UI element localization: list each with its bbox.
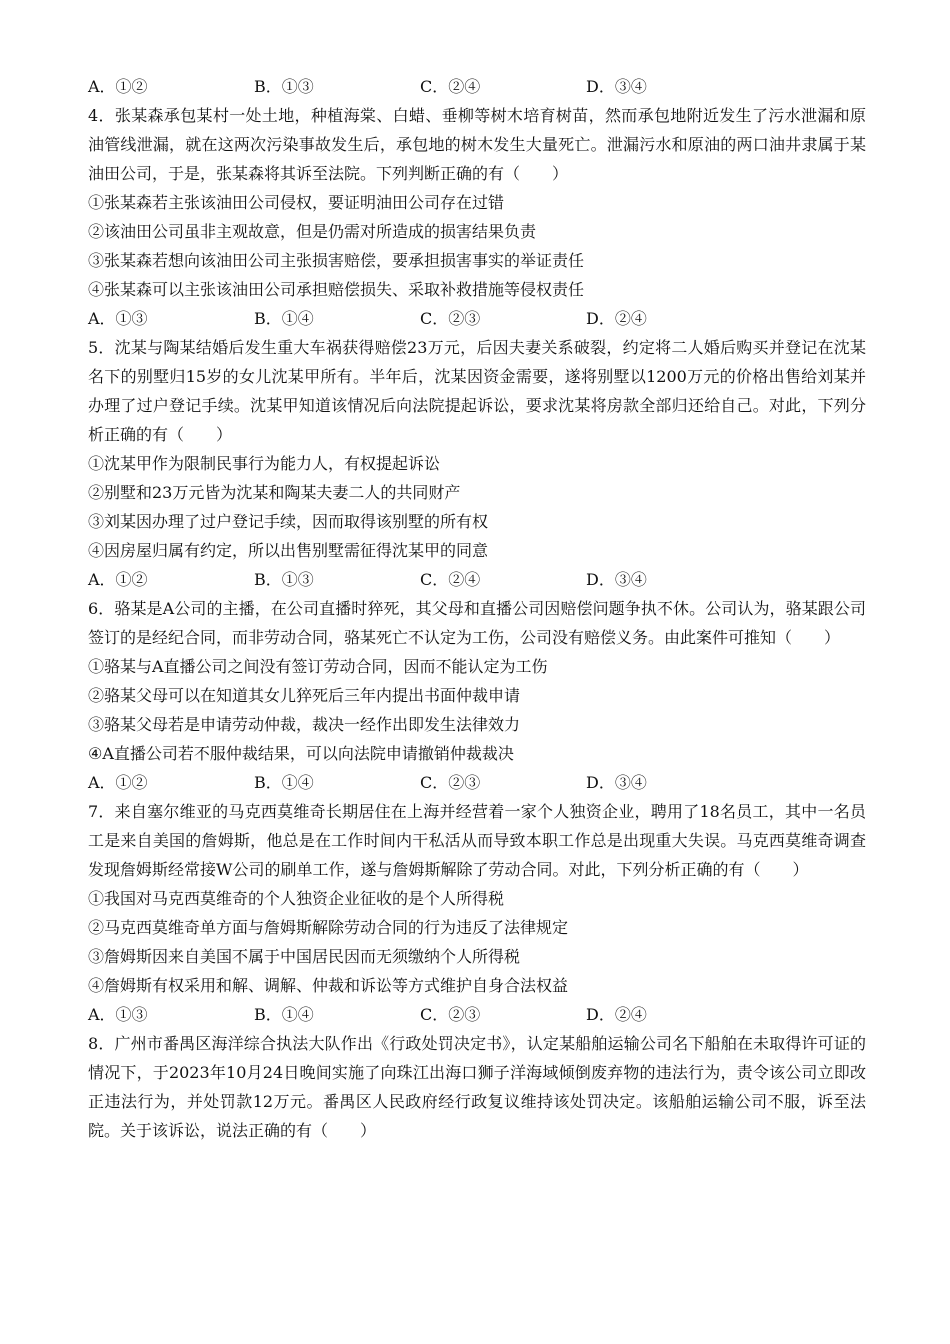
q3-options bbox=[88, 72, 866, 101]
q7-item-3: ③詹姆斯因来自美国不属于中国居民因而无须缴纳个人所得税 bbox=[88, 947, 521, 966]
q5-options bbox=[88, 565, 866, 594]
question-7 bbox=[88, 797, 866, 1029]
q6-item-1: ①骆某与A直播公司之间没有签订劳动合同，因而不能认定为工伤 bbox=[88, 657, 548, 676]
q8-stem: 8．广州市番禺区海洋综合执法大队作出《行政处罚决定书》，认定某船舶运输公司名下船舶在未取得许可证的情况下，于2023年10月24日晚间实施了向珠江出海口狮子洋海域倾倒废弃物的违法行为，责令该公司立即改正违法行为，并处罚款12万元。番禺区人民政府经行政复议维持该处罚决定。该船舶运输公司不服，诉至法院。关于该诉讼，说法正确的有（ ） bbox=[88, 1034, 866, 1140]
question-4 bbox=[88, 101, 866, 333]
q7-item-1: ①我国对马克西莫维奇的个人独资企业征收的是个人所得税 bbox=[88, 889, 505, 908]
q7-option-a[interactable]: A．①③ bbox=[88, 1005, 148, 1024]
q6-item-2: ②骆某父母可以在知道其女儿猝死后三年内提出书面仲裁申请 bbox=[88, 686, 521, 705]
q3-option-b[interactable]: B．①③ bbox=[254, 77, 314, 96]
q3-option-c[interactable]: C．②④ bbox=[420, 77, 481, 96]
q5-option-c[interactable]: C．②④ bbox=[420, 570, 481, 589]
q5-item-4: ④因房屋归属有约定，所以出售别墅需征得沈某甲的同意 bbox=[88, 541, 489, 560]
q4-item-3: ③张某森若想向该油田公司主张损害赔偿，要承担损害事实的举证责任 bbox=[88, 251, 585, 270]
q7-option-b[interactable]: B．①④ bbox=[254, 1005, 314, 1024]
q5-item-2: ②别墅和23万元皆为沈某和陶某夫妻二人的共同财产 bbox=[88, 483, 461, 502]
q4-item-1: ①张某森若主张该油田公司侵权，要证明油田公司存在过错 bbox=[88, 193, 505, 212]
q7-item-4: ④詹姆斯有权采用和解、调解、仲裁和诉讼等方式维护自身合法权益 bbox=[88, 976, 569, 995]
q4-item-4: ④张某森可以主张该油田公司承担赔偿损失、采取补救措施等侵权责任 bbox=[88, 280, 585, 299]
q5-item-3: ③刘某因办理了过户登记手续，因而取得该别墅的所有权 bbox=[88, 512, 489, 531]
q5-option-b[interactable]: B．①③ bbox=[254, 570, 314, 589]
q6-item-4: ④A直播公司若不服仲裁结果，可以向法院申请撤销仲裁裁决 bbox=[88, 744, 514, 763]
q3-option-a[interactable]: A．①② bbox=[88, 77, 148, 96]
q5-stem: 5．沈某与陶某结婚后发生重大车祸获得赔偿23万元，后因夫妻关系破裂，约定将二人婚后购买并登记在沈某名下的别墅归15岁的女儿沈某甲所有。半年后，沈某因资金需要，遂将别墅以1200万元的价格出售给刘某并办理了过户登记手续。沈某甲知道该情况后向法院提起诉讼，要求沈某将房款全部归还给自己。对此，下列分析正确的有（ ） bbox=[88, 338, 866, 444]
q6-option-b[interactable]: B．①④ bbox=[254, 773, 314, 792]
q7-options bbox=[88, 1000, 866, 1029]
q7-item-2: ②马克西莫维奇单方面与詹姆斯解除劳动合同的行为违反了法律规定 bbox=[88, 918, 569, 937]
q4-option-a[interactable]: A．①③ bbox=[88, 309, 148, 328]
q6-stem: 6．骆某是A公司的主播，在公司直播时猝死，其父母和直播公司因赔偿问题争执不休。公司认为，骆某跟公司签订的是经纪合同，而非劳动合同，骆某死亡不认定为工伤，公司没有赔偿义务。由此案件可推知（ ） bbox=[88, 599, 866, 647]
q4-stem: 4．张某森承包某村一处土地，种植海棠、白蜡、垂柳等树木培育树苗，然而承包地附近发生了污水泄漏和原油管线泄漏，就在这两次污染事故发生后，承包地的树木发生大量死亡。泄漏污水和原油的两口油井隶属于某油田公司，于是，张某森将其诉至法院。下列判断正确的有（ ） bbox=[88, 106, 866, 183]
q4-option-b[interactable]: B．①④ bbox=[254, 309, 314, 328]
q6-option-c[interactable]: C．②③ bbox=[420, 773, 481, 792]
question-5 bbox=[88, 333, 866, 594]
q6-option-a[interactable]: A．①② bbox=[88, 773, 148, 792]
q6-options bbox=[88, 768, 866, 797]
question-8 bbox=[88, 1029, 866, 1145]
q6-option-d[interactable]: D．③④ bbox=[586, 773, 647, 792]
q5-item-1: ①沈某甲作为限制民事行为能力人，有权提起诉讼 bbox=[88, 454, 441, 473]
q4-option-c[interactable]: C．②③ bbox=[420, 309, 481, 328]
exam-page bbox=[88, 72, 866, 1145]
q7-stem: 7．来自塞尔维亚的马克西莫维奇长期居住在上海并经营着一家个人独资企业，聘用了18名员工，其中一名员工是来自美国的詹姆斯，他总是在工作时间内干私活从而导致本职工作总是出现重大失误。马克西莫维奇调查发现詹姆斯经常接W公司的刷单工作，遂与詹姆斯解除了劳动合同。对此，下列分析正确的有（ ） bbox=[88, 802, 866, 879]
q7-option-d[interactable]: D．②④ bbox=[586, 1005, 647, 1024]
q4-options bbox=[88, 304, 866, 333]
q6-item-3: ③骆某父母若是申请劳动仲裁，裁决一经作出即发生法律效力 bbox=[88, 715, 521, 734]
q3-option-d[interactable]: D．③④ bbox=[586, 77, 647, 96]
q7-option-c[interactable]: C．②③ bbox=[420, 1005, 481, 1024]
q5-option-d[interactable]: D．③④ bbox=[586, 570, 647, 589]
q4-option-d[interactable]: D．②④ bbox=[586, 309, 647, 328]
q4-item-2: ②该油田公司虽非主观故意，但是仍需对所造成的损害结果负责 bbox=[88, 222, 537, 241]
question-6 bbox=[88, 594, 866, 797]
q5-option-a[interactable]: A．①② bbox=[88, 570, 148, 589]
